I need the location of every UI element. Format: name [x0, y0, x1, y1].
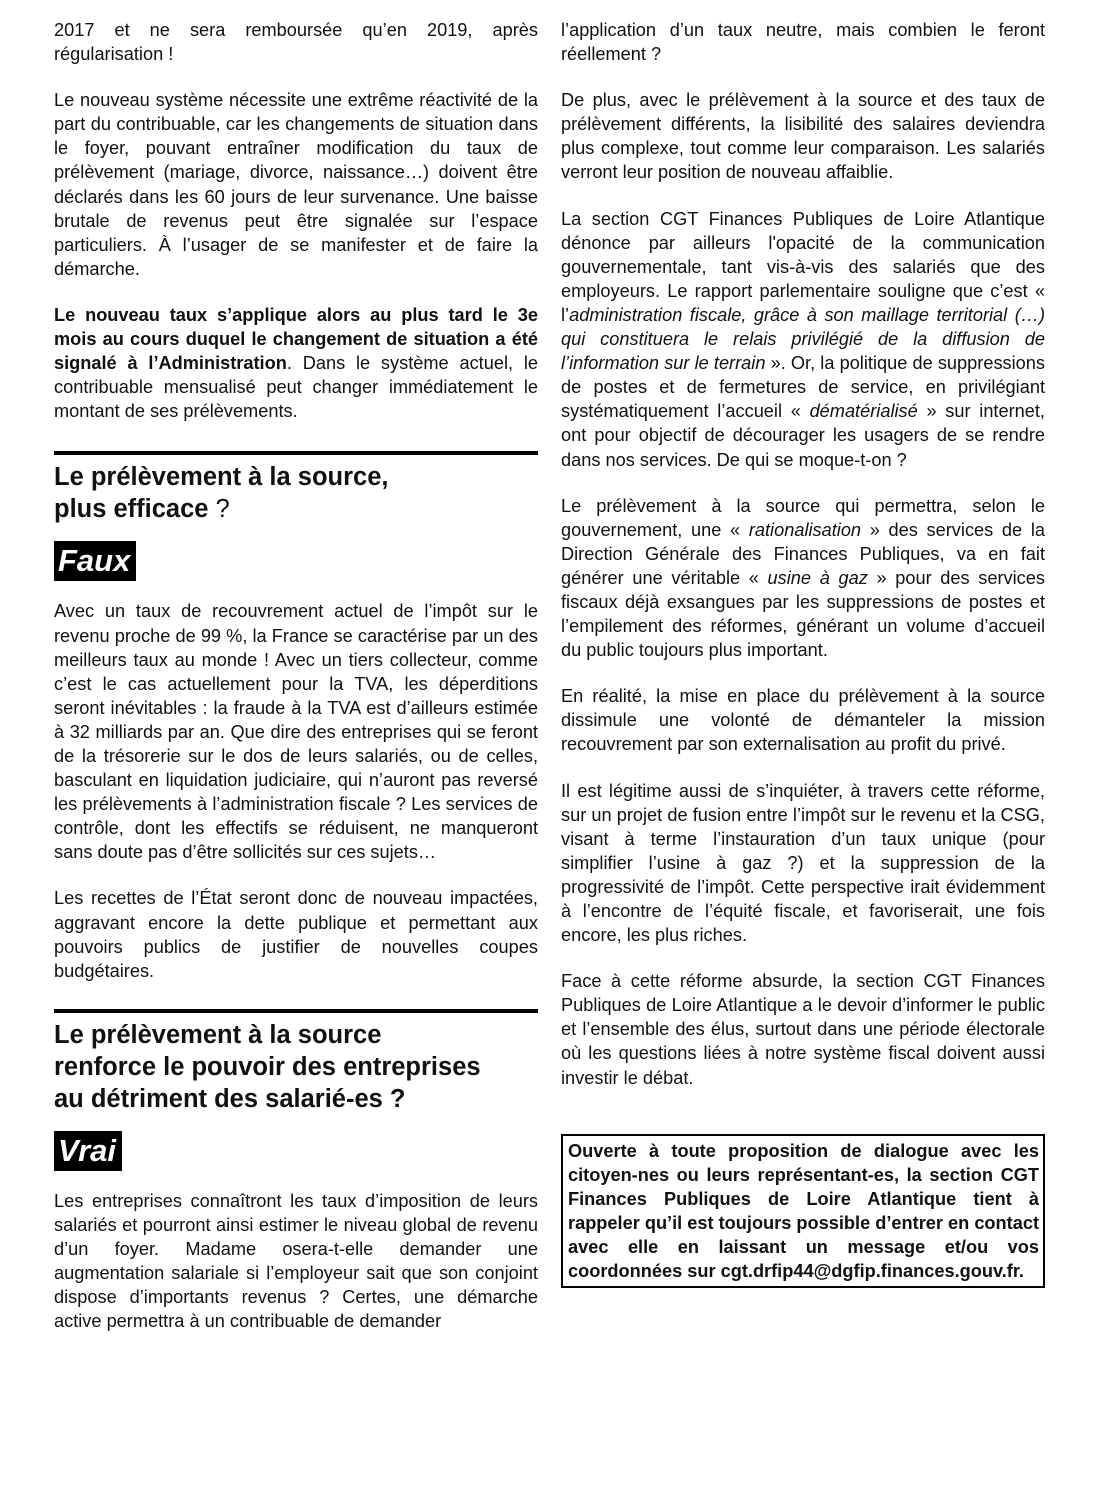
italic-quote: dématérialisé — [809, 401, 918, 422]
text: » sur internet, ont pour objectif de décourager les usagers de se rendre dans nos services. De qui se moque-t-on ? — [561, 401, 1045, 470]
paragraph: Les recettes de l’État seront donc de nouveau impactées, aggravant encore la dette publique et permettant aux pouvoirs publics de justifier de nouvelles coupes budgétaires. — [54, 888, 538, 981]
text: Le prélèvement à la source qui permettra, selon le gouvernement, une « — [561, 495, 1045, 540]
italic-quote: rationalisation — [748, 519, 862, 540]
section-divider — [54, 451, 538, 455]
section-heading — [54, 1019, 538, 1115]
heading-line: au détriment des salarié-es ? — [54, 1084, 406, 1113]
paragraph: Avec un taux de recouvrement actuel de l’impôt sur le revenu proche de 99 %, la France se caractérise par un des meilleurs taux au monde ! Avec un tiers collecteur, comme c’est le cas actuellement pour la TVA, les déperditions seront inévitables : la fraude à la TVA est d’ailleurs estimée à 32 milliards par an. Que dire des entreprises qui se feront de la trésorerie sur le dos de leurs salariés, ou de celles, basculant en liquidation judiciaire, qui n’auront pas reversé les prélèvements à l’administration fiscale ? Les services de contrôle, dont les effectifs se réduisent, ne manqueront sans doute pas d’être sollicités sur ces sujets… — [54, 601, 538, 863]
italic-quote: administration fiscale, grâce à son maillage territorial (…) qui constituera le relais privilégié de la diffusion de l’information sur le terrain — [561, 304, 1045, 374]
paragraph: Il est légitime aussi de s’inquiéter, à travers cette réforme, sur un projet de fusion entre l’impôt sur le revenu et la CSG, visant à terme l’instauration d’un taux unique (pour simplifier l’usine à gaz ?) et la suppression de la progressivité de l’impôt. Cette perspective irait évidemment à l’encontre de l’équité fiscale, et favoriserait, une fois encore, les plus riches. — [561, 780, 1045, 946]
section-divider — [54, 1009, 538, 1013]
right-column — [561, 18, 1045, 1288]
heading-line: renforce le pouvoir des entreprises — [54, 1052, 481, 1081]
paragraph — [54, 303, 538, 423]
paragraph: De plus, avec le prélèvement à la source et des taux de prélèvement différents, la lisibilité des salaires deviendra plus complexe, tout comme leur comparaison. Les salariés verront leur position de nouveau affaiblie. — [561, 90, 1045, 183]
text: La section CGT Finances Publiques de Loire Atlantique dénonce par ailleurs l'opacité de la communication gouvernementale, tant vis-à-vis des salariés que des employeurs. Le rapport parlementaire souligne que c’est « l’ — [561, 208, 1045, 325]
paragraph: En réalité, la mise en place du prélèvement à la source dissimule une volonté de démanteler la mission recouvrement par son externalisation au profit du privé. — [561, 686, 1045, 755]
paragraph — [561, 207, 1045, 472]
paragraph: 2017 et ne sera remboursée qu’en 2019, après régularisation ! — [54, 20, 538, 65]
heading-line: plus efficace — [54, 495, 209, 524]
paragraph — [561, 494, 1045, 663]
italic-quote: usine à gaz — [767, 567, 868, 588]
paragraph: Face à cette réforme absurde, la section CGT Finances Publiques de Loire Atlantique a le devoir d’informer le public et l’ensemble des élus, surtout dans une période électorale où les questions liées à notre système fiscal doivent aussi investir le débat. — [561, 971, 1045, 1088]
text: » pour des services fiscaux déjà exsangues par les suppressions de postes et l’empilement des réformes, générant un volume d’accueil du public toujours plus important. — [561, 567, 1045, 661]
heading-line: Le prélèvement à la source — [54, 1020, 382, 1049]
heading-line: Le prélèvement à la source, — [54, 463, 389, 492]
left-column — [54, 18, 538, 1355]
contact-text: Ouverte à toute proposition de dialogue avec les citoyen-nes ou leurs représentant-es, la section CGT Finances Publiques de Loire Atlantique tient à rappeler qu’il est toujours possible d’entrer en contact avec elle en laissant un message et/ou vos coordonnées sur cgt.drfip44@dgfip.finances.gouv.fr. — [568, 1140, 1039, 1281]
paragraph: Les entreprises connaîtront les taux d’imposition de leurs salariés et pourront ainsi estimer le niveau global de revenu d’un foyer. Madame osera-t-elle demander une augmentation salariale si l’employeur sait que son conjoint dispose d’importants revenus ? Certes, une démarche active permettra à un contribuable de demander — [54, 1190, 538, 1332]
text: . Dans le système actuel, le contribuable mensualisé peut changer immédiatement le montant de ses prélèvements. — [54, 353, 539, 422]
text: » des services de la Direction Générale des Finances Publiques, va en fait générer une véritable « — [561, 519, 1045, 588]
verdict-badge: Vrai — [54, 1131, 122, 1171]
paragraph: l’application d’un taux neutre, mais combien le feront réellement ? — [561, 20, 1045, 65]
heading-question: ? — [208, 495, 230, 524]
paragraph: Le nouveau système nécessite une extrême réactivité de la part du contribuable, car les changements de situation dans le foyer, pouvant entraîner modification du taux de prélèvement (mariage, divorce, naissance…) doivent être déclarés dans les 60 jours de leur survenance. Une baisse brutale de revenus peut être signalée sur l’espace particuliers. À l’usager de se manifester et de faire la démarche. — [54, 90, 538, 279]
contact-box — [561, 1134, 1045, 1288]
verdict-badge: Faux — [54, 541, 136, 581]
bold-text: Le nouveau taux s’applique alors au plus tard le 3e mois au cours duquel le changement de situation a été signalé à l’Administration — [54, 304, 538, 374]
section-heading — [54, 461, 538, 525]
text: ». Or, la politique de suppressions de postes et de fermetures de service, en privilégiant systématiquement l’accueil « — [561, 353, 1046, 422]
